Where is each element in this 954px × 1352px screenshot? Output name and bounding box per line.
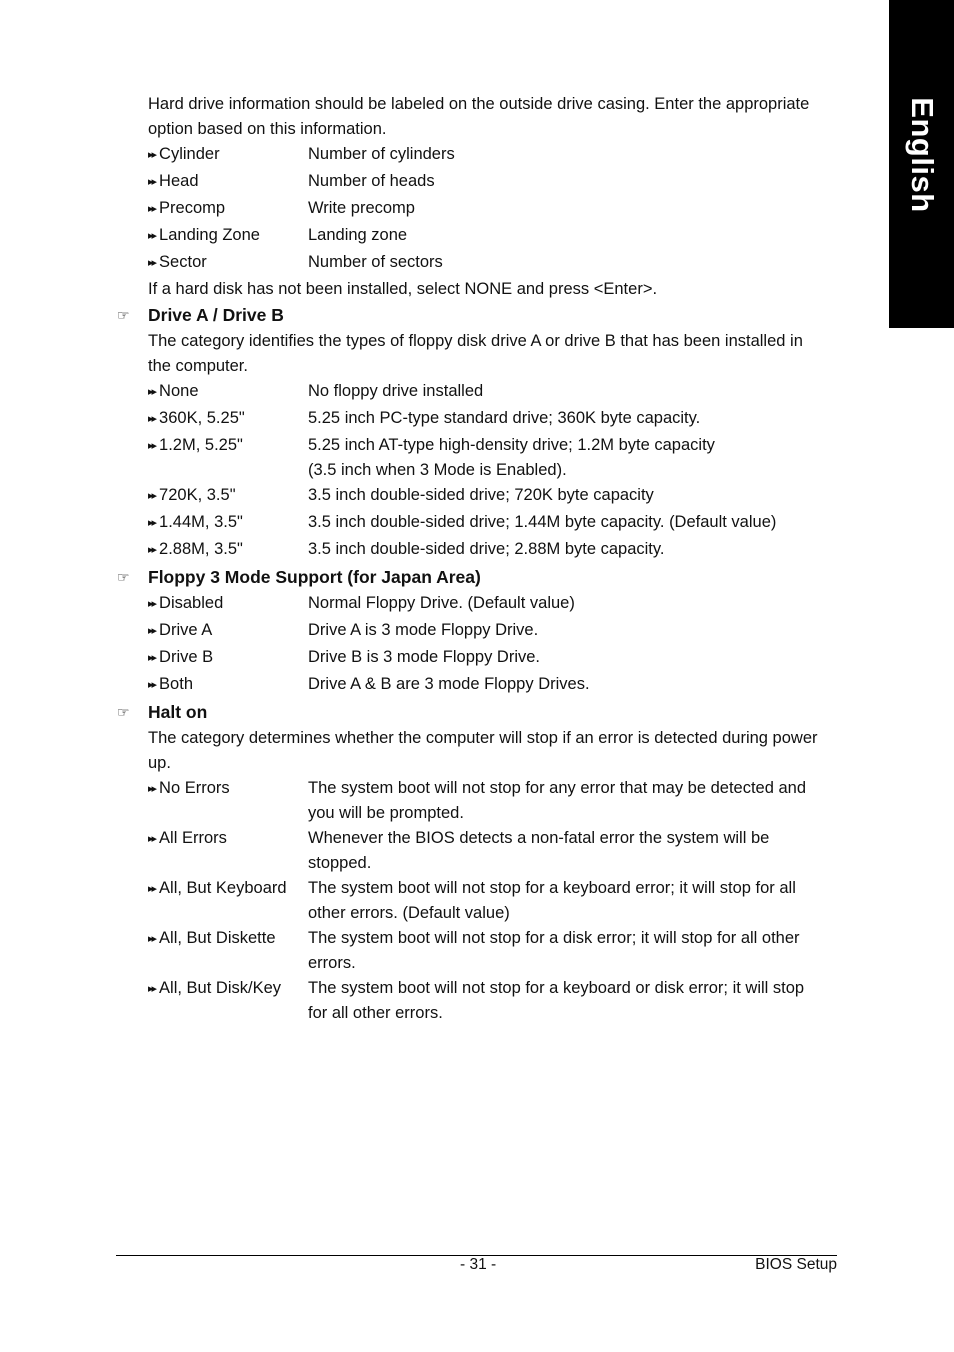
option-key xyxy=(0,776,308,826)
option-key-label: 1.2M, 5.25" xyxy=(159,436,243,454)
option-description-text: Write precomp xyxy=(308,199,415,217)
double-arrow-icon: ▸▸ xyxy=(148,933,156,945)
option-key xyxy=(0,223,308,250)
double-arrow-icon: ▸▸ xyxy=(148,490,156,502)
option-row xyxy=(0,591,889,618)
option-key-label: All, But Keyboard xyxy=(159,879,287,897)
double-arrow-icon: ▸▸ xyxy=(148,625,156,637)
option-row xyxy=(0,433,889,483)
option-key-label: 360K, 5.25" xyxy=(159,409,245,427)
option-description xyxy=(308,142,889,169)
option-key xyxy=(0,672,308,699)
option-description xyxy=(308,406,889,433)
option-description xyxy=(308,379,889,406)
option-key-label: Head xyxy=(159,172,199,190)
option-description-text: The system boot will not stop for a keyboard error; it will stop for all other errors. (Default value) xyxy=(308,879,796,922)
section-heading xyxy=(0,699,889,726)
option-row xyxy=(0,510,889,537)
double-arrow-icon: ▸▸ xyxy=(148,149,156,161)
option-description-text: Drive B is 3 mode Floppy Drive. xyxy=(308,648,540,666)
option-row xyxy=(0,618,889,645)
option-key xyxy=(0,926,308,976)
option-description-text: 3.5 inch double-sided drive; 720K byte capacity xyxy=(308,486,654,504)
footer-title: BIOS Setup xyxy=(755,1256,837,1273)
option-description xyxy=(308,483,889,510)
option-description-text: Number of heads xyxy=(308,172,435,190)
section-description: The category identifies the types of floppy disk drive A or drive B that has been installed in the computer. xyxy=(148,332,803,375)
option-key xyxy=(0,645,308,672)
option-key-label: All, But Diskette xyxy=(159,929,276,947)
option-row xyxy=(0,169,889,196)
option-row xyxy=(0,672,889,699)
option-row xyxy=(0,776,889,826)
option-description xyxy=(308,672,889,699)
option-description xyxy=(308,196,889,223)
option-row xyxy=(0,876,889,926)
section-title: Floppy 3 Mode Support (for Japan Area) xyxy=(148,567,481,587)
option-description-text: Drive A is 3 mode Floppy Drive. xyxy=(308,621,539,639)
option-key-label: Both xyxy=(159,675,193,693)
option-key xyxy=(0,142,308,169)
option-row xyxy=(0,483,889,510)
double-arrow-icon: ▸▸ xyxy=(148,386,156,398)
option-row xyxy=(0,250,889,277)
double-arrow-icon: ▸▸ xyxy=(148,833,156,845)
option-description xyxy=(308,510,889,537)
option-description xyxy=(308,876,889,926)
section-description: The category determines whether the computer will stop if an error is detected during power up. xyxy=(148,729,818,772)
option-key xyxy=(0,483,308,510)
option-key-label: Cylinder xyxy=(159,145,220,163)
language-tab-label: English xyxy=(904,97,940,213)
option-description xyxy=(308,826,889,876)
option-description-text: Normal Floppy Drive. (Default value) xyxy=(308,594,575,612)
option-description xyxy=(308,976,889,1026)
option-key xyxy=(0,976,308,1026)
option-key xyxy=(0,169,308,196)
double-arrow-icon: ▸▸ xyxy=(148,883,156,895)
option-row xyxy=(0,976,889,1026)
intro-note: If a hard disk has not been installed, select NONE and press <Enter>. xyxy=(148,280,658,298)
option-key xyxy=(0,510,308,537)
option-key xyxy=(0,618,308,645)
double-arrow-icon: ▸▸ xyxy=(148,230,156,242)
option-row xyxy=(0,826,889,876)
double-arrow-icon: ▸▸ xyxy=(148,413,156,425)
option-description-text: 5.25 inch AT-type high-density drive; 1.2M byte capacity xyxy=(308,436,715,454)
option-description-text: The system boot will not stop for a disk error; it will stop for all other errors. xyxy=(308,929,800,972)
option-row xyxy=(0,379,889,406)
pointing-hand-icon: ☞ xyxy=(117,307,130,323)
option-key-label: Drive B xyxy=(159,648,214,666)
option-description xyxy=(308,223,889,250)
option-description-text: Whenever the BIOS detects a non-fatal error the system will be stopped. xyxy=(308,829,770,872)
double-arrow-icon: ▸▸ xyxy=(148,440,156,452)
option-key-label: 720K, 3.5" xyxy=(159,486,236,504)
option-description xyxy=(308,645,889,672)
pointing-hand-icon: ☞ xyxy=(117,569,130,585)
option-key-label: Sector xyxy=(159,253,207,271)
option-key-label: Precomp xyxy=(159,199,226,217)
double-arrow-icon: ▸▸ xyxy=(148,983,156,995)
option-key-label: Disabled xyxy=(159,594,224,612)
option-key xyxy=(0,379,308,406)
option-description-text: The system boot will not stop for a keyboard or disk error; it will stop for all other errors. xyxy=(308,979,805,1022)
option-description xyxy=(308,591,889,618)
option-description xyxy=(308,433,889,483)
option-key-label: None xyxy=(159,382,199,400)
option-key xyxy=(0,406,308,433)
option-key-label: 2.88M, 3.5" xyxy=(159,540,243,558)
double-arrow-icon: ▸▸ xyxy=(148,176,156,188)
section-heading xyxy=(0,302,889,329)
double-arrow-icon: ▸▸ xyxy=(148,203,156,215)
option-description xyxy=(308,618,889,645)
option-key-label: All Errors xyxy=(159,829,227,847)
option-row xyxy=(0,196,889,223)
option-description xyxy=(308,250,889,277)
double-arrow-icon: ▸▸ xyxy=(148,517,156,529)
option-key xyxy=(0,876,308,926)
pointing-hand-icon: ☞ xyxy=(117,704,130,720)
double-arrow-icon: ▸▸ xyxy=(148,598,156,610)
section-title: Drive A / Drive B xyxy=(148,305,284,325)
option-row xyxy=(0,926,889,976)
double-arrow-icon: ▸▸ xyxy=(148,679,156,691)
option-description xyxy=(308,537,889,564)
option-description-text: 3.5 inch double-sided drive; 2.88M byte capacity. xyxy=(308,540,665,558)
option-description xyxy=(308,169,889,196)
language-tab xyxy=(889,0,954,328)
option-key xyxy=(0,591,308,618)
option-description xyxy=(308,926,889,976)
option-row xyxy=(0,406,889,433)
intro-paragraph: Hard drive information should be labeled on the outside drive casing. Enter the appropriate option based on this information. xyxy=(148,95,810,138)
option-key xyxy=(0,250,308,277)
option-key xyxy=(0,433,308,483)
option-key xyxy=(0,826,308,876)
option-key-label: 1.44M, 3.5" xyxy=(159,513,243,531)
page-number: - 31 - xyxy=(460,1256,497,1273)
double-arrow-icon: ▸▸ xyxy=(148,783,156,795)
option-key xyxy=(0,537,308,564)
option-key-label: Drive A xyxy=(159,621,213,639)
section-heading xyxy=(0,564,889,591)
option-row xyxy=(0,537,889,564)
option-description xyxy=(308,776,889,826)
option-description-text: Number of cylinders xyxy=(308,145,455,163)
option-description-text-2: (3.5 inch when 3 Mode is Enabled). xyxy=(308,461,567,479)
option-description-text: Landing zone xyxy=(308,226,408,244)
double-arrow-icon: ▸▸ xyxy=(148,652,156,664)
double-arrow-icon: ▸▸ xyxy=(148,257,156,269)
option-row xyxy=(0,223,889,250)
double-arrow-icon: ▸▸ xyxy=(148,544,156,556)
option-key-label: Landing Zone xyxy=(159,226,260,244)
option-key xyxy=(0,196,308,223)
option-description-text: The system boot will not stop for any error that may be detected and you will be prompted. xyxy=(308,779,807,822)
option-description-text: 5.25 inch PC-type standard drive; 360K byte capacity. xyxy=(308,409,701,427)
option-key-label: No Errors xyxy=(159,779,230,797)
option-description-text: Drive A & B are 3 mode Floppy Drives. xyxy=(308,675,590,693)
option-description-text: No floppy drive installed xyxy=(308,382,484,400)
option-description-text: Number of sectors xyxy=(308,253,443,271)
option-row xyxy=(0,645,889,672)
section-title: Halt on xyxy=(148,702,208,722)
option-description-text: 3.5 inch double-sided drive; 1.44M byte capacity. (Default value) xyxy=(308,513,777,531)
option-key-label: All, But Disk/Key xyxy=(159,979,282,997)
option-row xyxy=(0,142,889,169)
page-content xyxy=(0,92,889,1026)
